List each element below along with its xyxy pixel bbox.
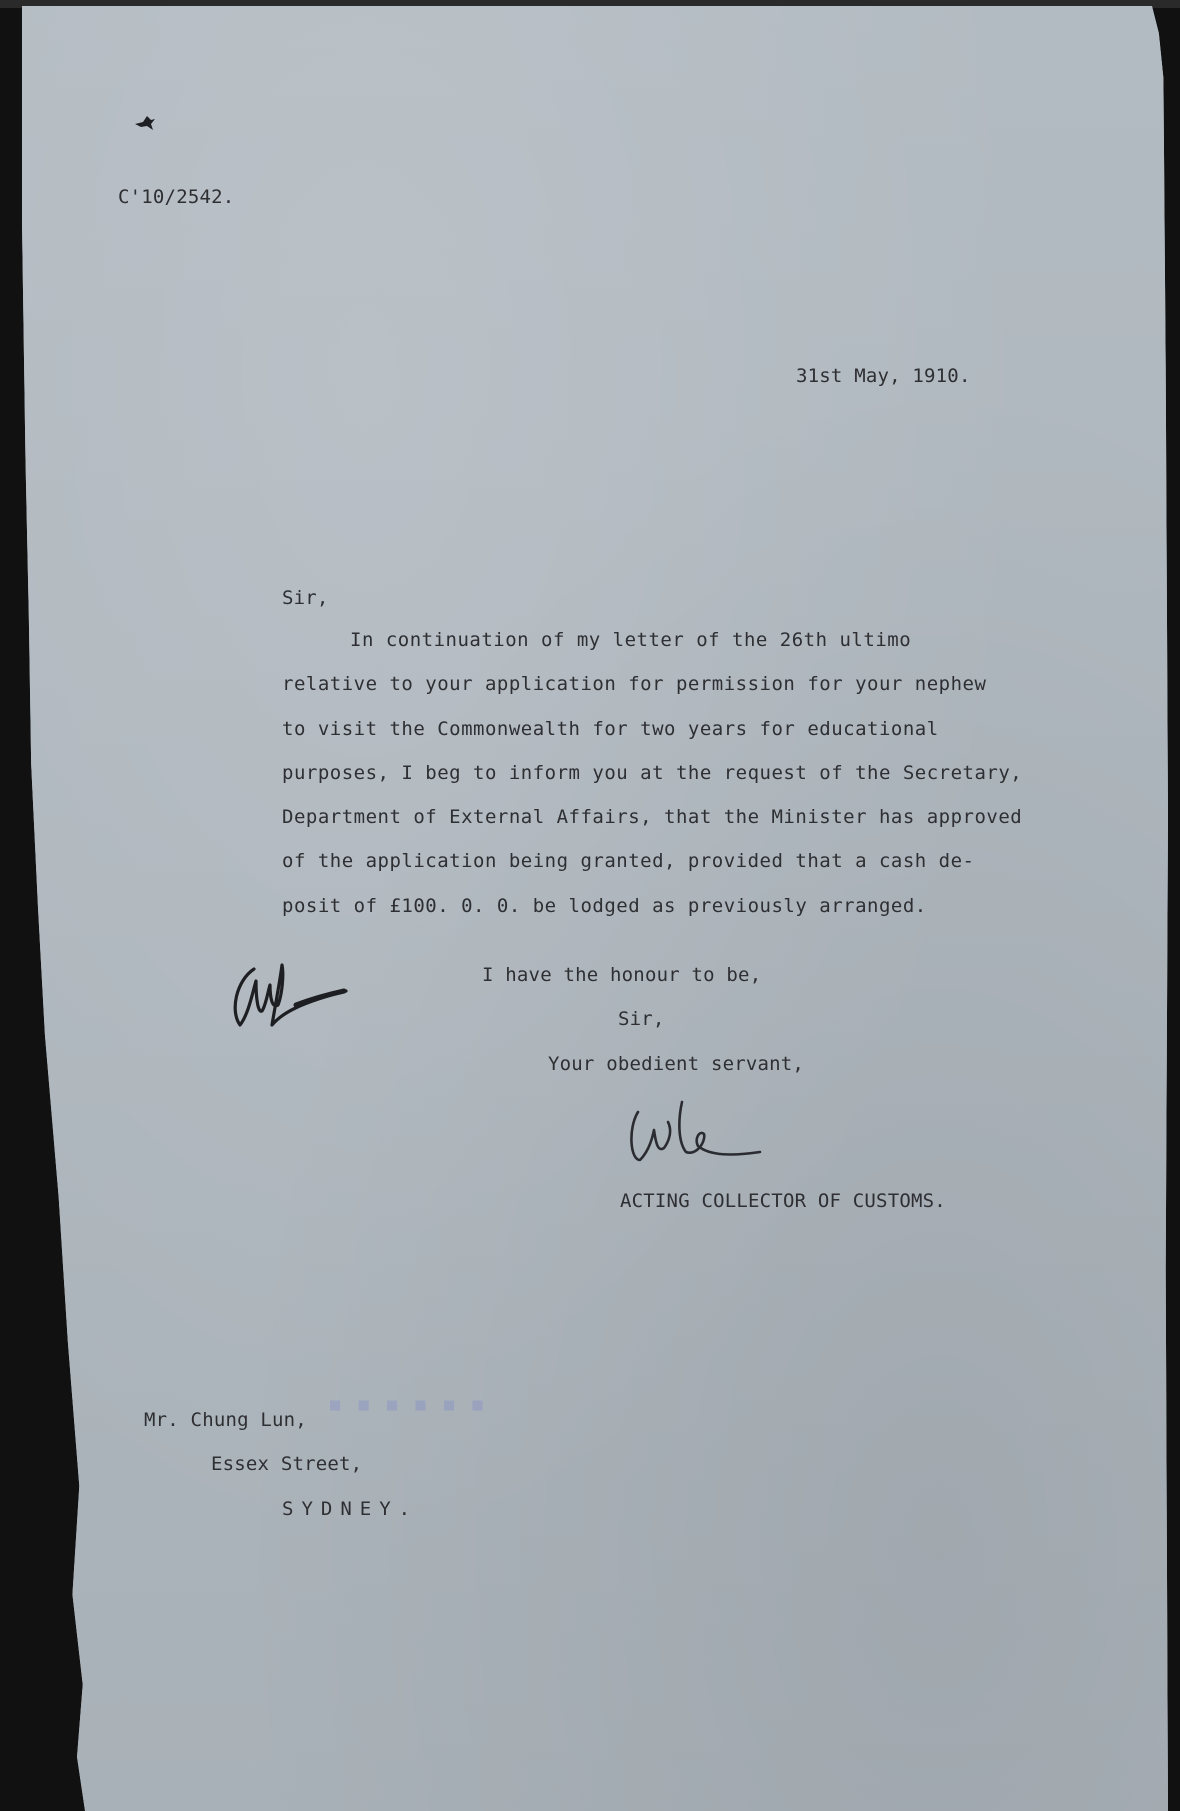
salutation: Sir, [282, 587, 329, 609]
collector-signature [624, 1090, 764, 1170]
closing-line: Your obedient servant, [548, 1053, 805, 1075]
initials-signature [226, 955, 352, 1035]
letter-date: 31st May, 1910. [796, 365, 971, 387]
body-line: relative to your application for permission for your nephew [282, 673, 987, 695]
faint-stamp-impression: ■ ■ ■ ■ ■ ■ [330, 1395, 487, 1415]
addressee-street: Essex Street, [211, 1453, 363, 1475]
closing-line: I have the honour to be, [482, 964, 762, 986]
signatory-title: ACTING COLLECTOR OF CUSTOMS. [620, 1190, 946, 1212]
addressee-name: Mr. Chung Lun, [144, 1409, 307, 1431]
body-line: purposes, I beg to inform you at the request of the Secretary, [282, 762, 1023, 784]
body-line: Department of External Affairs, that the Minister has approved [282, 806, 1023, 828]
ink-mark-icon [133, 110, 173, 134]
body-line: In continuation of my letter of the 26th ultimo [350, 629, 912, 651]
addressee-city: SYDNEY. [282, 1498, 419, 1520]
body-line: of the application being granted, provided that a cash de- [282, 850, 975, 872]
closing-line: Sir, [618, 1008, 665, 1030]
file-reference: C'10/2542. [118, 186, 235, 208]
body-line: posit of £100. 0. 0. be lodged as previously arranged. [282, 895, 927, 917]
body-line: to visit the Commonwealth for two years for educational [282, 718, 939, 740]
